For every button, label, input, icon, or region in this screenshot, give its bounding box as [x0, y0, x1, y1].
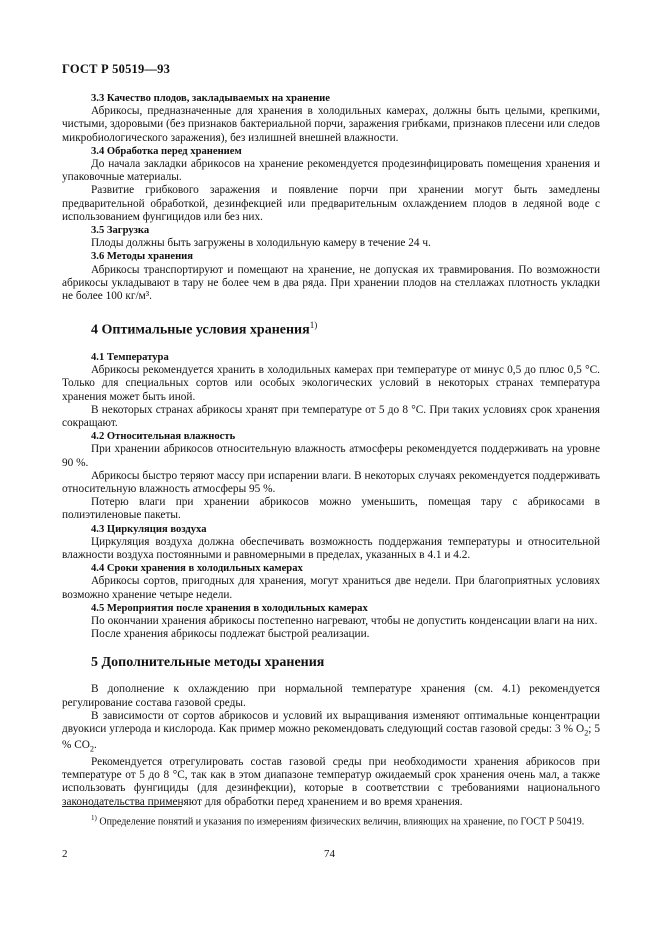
- section-heading: 4.4 Сроки хранения в холодильных камерах: [91, 563, 303, 575]
- document-body: [62, 92, 600, 809]
- paragraph: Абрикосы, предназначенные для хранения в холодильных камерах, должны быть целыми, крепкими, чистыми, здоровыми (без признаков бактериальной порчи, заражения грибками, признаков плесени или следов микробиологического заражения), без излишней внешней влажности.: [62, 105, 600, 144]
- section-heading: 3.3 Качество плодов, закладываемых на хранение: [91, 93, 330, 104]
- page-number-left: 2: [62, 848, 68, 860]
- section-heading: 3.5 Загрузка: [91, 225, 150, 237]
- paragraph: При хранении абрикосов относительную влажность атмосферы рекомендуется поддерживать на уровне 90 %.: [62, 443, 600, 469]
- section-heading: 3.4 Обработка перед хранением: [91, 145, 242, 157]
- chapter-heading: 5 Дополнительные методы хранения: [91, 655, 325, 671]
- paragraph: [62, 710, 600, 756]
- paragraph: Потерю влаги при хранении абрикосов можно уменьшить, помещая тару с абрикосами в полиэтиленовые пакеты.: [62, 496, 600, 522]
- paragraph-text: .: [93, 739, 97, 752]
- section-heading: 4.2 Относительная влажность: [91, 431, 236, 443]
- paragraph: Абрикосы сортов, пригодных для хранения, могут храниться две недели. При благоприятных условиях возможно хранение четыре недели.: [62, 575, 600, 601]
- footnote: [62, 812, 600, 829]
- paragraph: Абрикосы быстро теряют массу при испарении влаги. В некоторых случаях рекомендуется поддерживать относительную влажность атмосферы 95 %.: [62, 469, 600, 495]
- page-number-center: 74: [324, 848, 335, 860]
- subscript: 2: [89, 744, 94, 754]
- paragraph: Рекомендуется отрегулировать состав газовой среды при необходимости хранения абрикосов при температуре от 5 до 8 °С, так как в этом диапазоне температур ожидаемый срок хранения очень мал, а также использовать фунгициды (для дезинфекции), которые в соответствии с требованиями национального законодательства применяют для обработки перед хранением и во время хранения.: [62, 755, 600, 808]
- paragraph: Плоды должны быть загружены в холодильную камеру в течение 24 ч.: [91, 237, 431, 250]
- paragraph-text: В зависимости от сортов абрикосов и условий их выращивания изменяют оптимальные концентрации двуокиси углерода и кислорода. Как пример можно рекомендовать следующий состав газовой среды: 3 % O: [62, 709, 600, 735]
- paragraph: В некоторых странах абрикосы хранят при температуре от 5 до 8 °С. При таких условиях срок хранения сокращают.: [62, 403, 600, 429]
- paragraph: Развитие грибкового заражения и появление порчи при хранении могут быть замедлены предварительной обработкой, дезинфекцией или предварительным охлаждением плодов в ледяной воде с использованием фунгицидов или без них.: [62, 184, 600, 223]
- footnote-divider: [62, 806, 182, 807]
- footnote-text: Определение понятий и указания по измерениям физических величин, влияющих на хранение, по ГОСТ Р 50419.: [96, 816, 585, 828]
- chapter-heading: [62, 316, 600, 340]
- subscript: 2: [584, 728, 589, 738]
- paragraph-text: ; 5 % CO: [62, 722, 600, 752]
- chapter-heading-text: 4 Оптимальные условия хранения: [91, 322, 310, 338]
- footnote-marker: 1): [91, 814, 97, 822]
- section-heading: 3.6 Методы хранения: [91, 251, 194, 263]
- paragraph: Абрикосы транспортируют и помещают на хранение, не допуская их травмирования. По возможности абрикосы укладывают в тару не более чем в два ряда. При хранении плодов на стеллажах плотность укладки не более 100 кг/м³.: [62, 263, 600, 303]
- section-heading: 4.1 Температура: [91, 351, 169, 363]
- section-heading: 4.3 Циркуляция воздуха: [91, 523, 207, 535]
- paragraph: По окончании хранения абрикосы постепенно нагревают, чтобы не допустить конденсации влаги на них.: [91, 614, 598, 627]
- footnote-marker: 1): [309, 320, 318, 331]
- paragraph: После хранения абрикосы подлежат быстрой реализации.: [91, 628, 370, 641]
- paragraph: В дополнение к охлаждению при нормальной температуре хранения (см. 4.1) рекомендуется регулирование состава газовой среды.: [62, 683, 600, 709]
- section-heading: 4.5 Мероприятия после хранения в холодильных камерах: [91, 602, 368, 614]
- paragraph: До начала закладки абрикосов на хранение рекомендуется продезинфицировать помещения хранения и упаковочные материалы.: [62, 158, 600, 184]
- document-header: ГОСТ Р 50519—93: [62, 62, 171, 76]
- paragraph: Абрикосы рекомендуется хранить в холодильных камерах при температуре от минус 0,5 до плюс 0,5 °С. Только для специальных сортов или особых экологических условий в некоторых странах температура хранения может быть иной.: [62, 364, 600, 403]
- paragraph: Циркуляция воздуха должна обеспечивать возможность поддержания температуры и относительной влажности воздуха постоянными и равномерными в пределах, указанных в 4.1 и 4.2.: [62, 535, 600, 561]
